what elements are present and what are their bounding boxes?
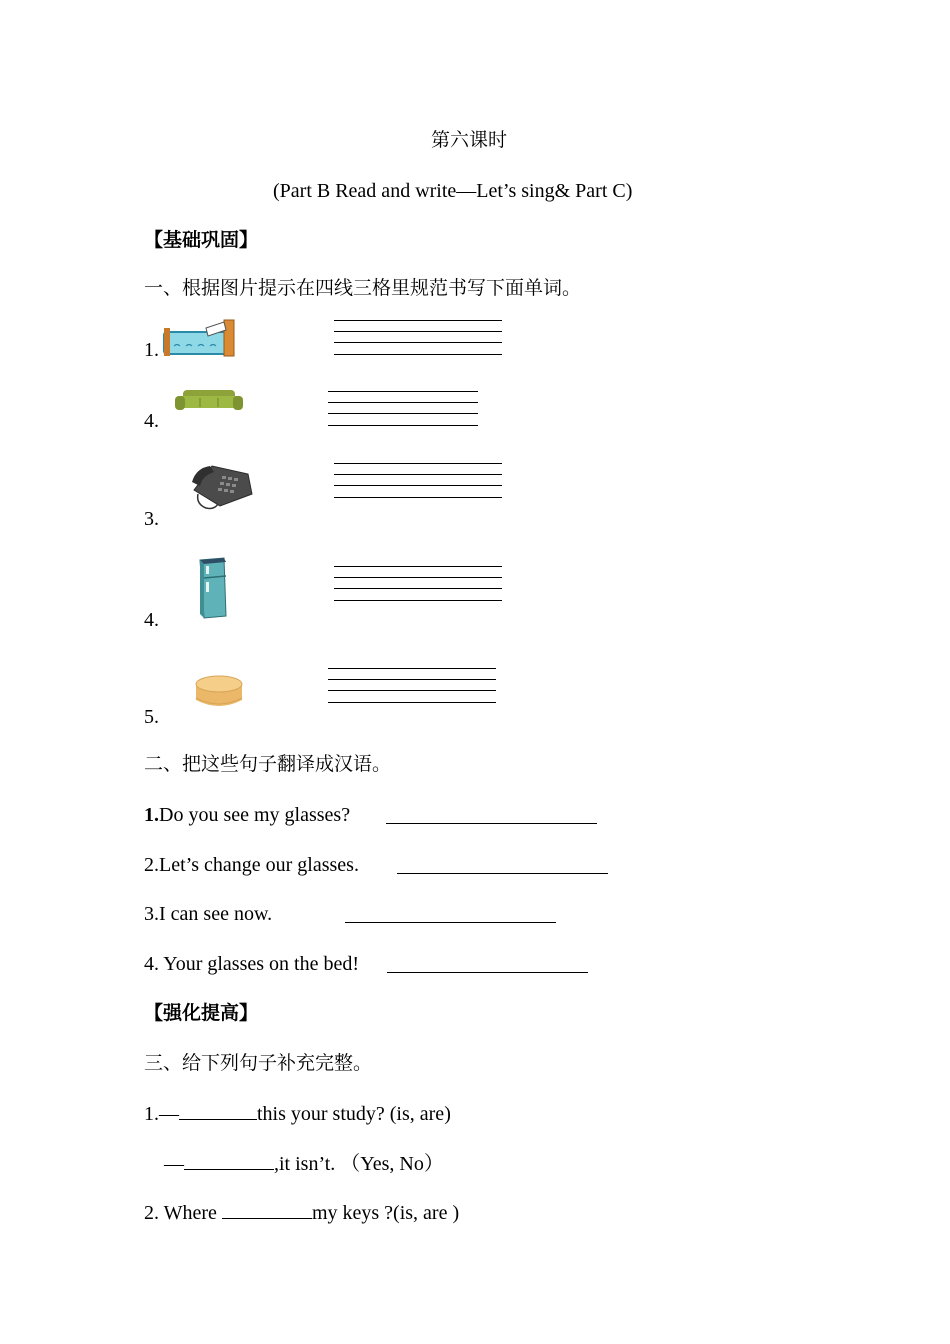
answer-blank[interactable] <box>386 805 597 824</box>
item-number: 5. <box>144 706 159 728</box>
fill-question-1b <box>164 1151 444 1176</box>
bed-icon <box>162 318 238 358</box>
translation-question-4: 4. Your glasses on the bed! <box>144 953 359 975</box>
lesson-title: 第六课时 <box>431 129 508 151</box>
answer-blank[interactable] <box>179 1101 257 1120</box>
question-prefix: — <box>164 1153 184 1175</box>
four-line-grid <box>328 668 496 704</box>
section2-instruction: 二、把这些句子翻译成汉语。 <box>144 753 392 775</box>
question-prefix: 2. Where <box>144 1202 222 1224</box>
question-suffix: ,it isn’t. （Yes, No） <box>274 1153 444 1175</box>
lesson-subtitle: (Part B Read and write—Let’s sing& Part C) <box>273 180 633 202</box>
four-line-grid <box>334 566 502 602</box>
section-heading-advanced: 【强化提高】 <box>144 1002 259 1024</box>
item-number: 4. <box>144 410 159 432</box>
answer-blank[interactable] <box>345 904 556 923</box>
answer-blank[interactable] <box>397 855 608 874</box>
question-text: Do you see my glasses? <box>159 804 351 826</box>
fridge-icon <box>196 556 230 620</box>
answer-blank[interactable] <box>222 1200 312 1219</box>
question-number: 1. <box>144 804 159 826</box>
table-icon <box>192 672 246 710</box>
fill-question-1a <box>144 1101 451 1126</box>
four-line-grid <box>328 391 478 427</box>
item-number: 3. <box>144 508 159 530</box>
section-heading-basic: 【基础巩固】 <box>144 229 259 251</box>
question-prefix: 1.— <box>144 1103 179 1125</box>
translation-question-1 <box>144 803 350 827</box>
translation-question-2: 2.Let’s change our glasses. <box>144 854 359 876</box>
item-number: 1. <box>144 339 159 361</box>
sofa-icon <box>175 388 243 414</box>
four-line-grid <box>334 463 502 499</box>
item-number: 4. <box>144 609 159 631</box>
question-suffix: my keys ?(is, are ) <box>311 1202 460 1224</box>
telephone-icon <box>190 460 256 512</box>
answer-blank[interactable] <box>387 954 588 973</box>
fill-question-2 <box>144 1200 459 1225</box>
translation-question-3: 3.I can see now. <box>144 903 273 925</box>
section3-instruction: 三、给下列句子补充完整。 <box>144 1052 373 1074</box>
question-suffix: this your study? (is, are) <box>257 1103 451 1125</box>
answer-blank[interactable] <box>184 1151 274 1170</box>
section1-instruction: 一、根据图片提示在四线三格里规范书写下面单词。 <box>144 277 582 299</box>
four-line-grid <box>334 320 502 356</box>
